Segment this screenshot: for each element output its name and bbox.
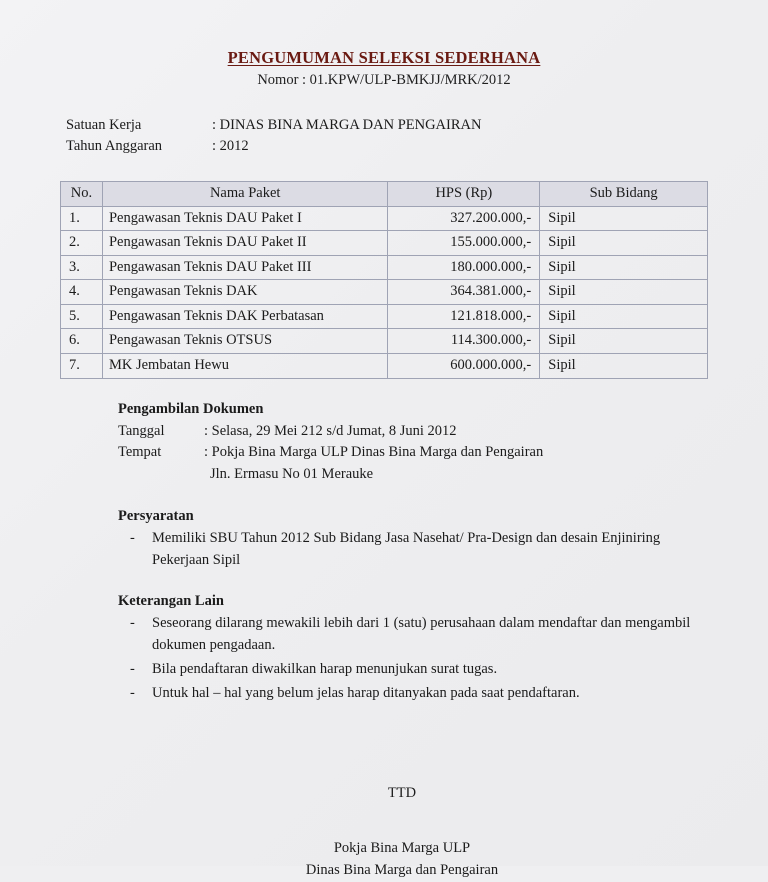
keterangan-list	[118, 613, 708, 704]
cell-hps: 180.000.000,-	[388, 255, 540, 280]
dash-bullet-icon: -	[130, 660, 135, 677]
cell-hps: 327.200.000,-	[388, 206, 540, 231]
list-item-text: Memiliki SBU Tahun 2012 Sub Bidang Jasa Nasehat/ Pra-Design dan desain Enjiniring Pekerjaan Sipil	[152, 529, 661, 568]
cell-hps: 121.818.000,-	[388, 304, 540, 329]
section-pengambilan-dokumen	[118, 401, 708, 486]
cell-name: Pengawasan Teknis DAK	[102, 280, 387, 305]
meta-label-satuan-kerja: Satuan Kerja	[66, 117, 142, 133]
value-tempat: : Pokja Bina Marga ULP Dinas Bina Marga dan Pengairan	[204, 444, 544, 461]
cell-name: Pengawasan Teknis DAU Paket II	[102, 231, 387, 256]
list-item-text: Untuk hal – hal yang belum jelas harap ditanyakan pada saat pendaftaran.	[152, 684, 580, 701]
meta-block	[66, 115, 708, 157]
cell-no: 6.	[61, 329, 103, 354]
label-tempat: Tempat	[118, 444, 162, 461]
cell-hps: 364.381.000,-	[388, 280, 540, 305]
meta-row	[66, 136, 708, 157]
list-item-text: Seseorang dilarang mewakili lebih dari 1 (satu) perusahaan dalam mendaftar dan mengambil dokumen pengadaan.	[152, 615, 691, 654]
meta-value-satuan-kerja: : DINAS BINA MARGA DAN PENGAIRAN	[212, 117, 482, 133]
table-row	[61, 304, 708, 329]
table-header-sub: Sub Bidang	[540, 182, 708, 207]
table-header-name: Nama Paket	[102, 182, 387, 207]
table-row	[61, 280, 708, 305]
list-item	[118, 613, 708, 657]
cell-sub: Sipil	[540, 353, 708, 378]
cell-sub: Sipil	[540, 206, 708, 231]
cell-hps: 600.000.000,-	[388, 353, 540, 378]
cell-name: Pengawasan Teknis DAK Perbatasan	[102, 304, 387, 329]
cell-name: Pengawasan Teknis DAU Paket I	[102, 206, 387, 231]
table-row	[61, 353, 708, 378]
dash-bullet-icon: -	[130, 684, 135, 701]
list-item	[118, 659, 708, 681]
table-row	[61, 255, 708, 280]
list-item	[118, 528, 708, 572]
cell-no: 4.	[61, 280, 103, 305]
signature-ttd: TTD	[387, 785, 417, 802]
section-keterangan-lain	[118, 593, 708, 704]
document-number: Nomor : 01.KPW/ULP-BMKJJ/MRK/2012	[257, 72, 511, 88]
cell-name: MK Jembatan Hewu	[102, 353, 387, 378]
cell-hps: 114.300.000,-	[388, 329, 540, 354]
cell-sub: Sipil	[540, 231, 708, 256]
cell-sub: Sipil	[540, 329, 708, 354]
meta-value-tahun-anggaran: : 2012	[212, 138, 249, 155]
cell-sub: Sipil	[540, 280, 708, 305]
list-item	[118, 683, 708, 705]
cell-sub: Sipil	[540, 304, 708, 329]
cell-no: 7.	[61, 353, 103, 378]
table-row	[61, 231, 708, 256]
signature-line-2: Dinas Bina Marga dan Pengairan	[305, 862, 499, 879]
section-persyaratan	[118, 508, 708, 572]
cell-hps: 155.000.000,-	[388, 231, 540, 256]
signature-line-1: Pokja Bina Marga ULP	[333, 839, 471, 856]
package-table	[60, 181, 708, 379]
cell-no: 3.	[61, 255, 103, 280]
row-tempat	[118, 442, 708, 464]
list-item-text: Bila pendaftaran diwakilkan harap menunjukan surat tugas.	[152, 660, 498, 677]
signature-block	[60, 782, 708, 881]
section-title-pengambilan: Pengambilan Dokumen	[118, 400, 264, 417]
row-tanggal	[118, 421, 708, 443]
cell-no: 5.	[61, 304, 103, 329]
table-row	[61, 206, 708, 231]
meta-label-tahun-anggaran: Tahun Anggaran	[66, 138, 163, 155]
cell-name: Pengawasan Teknis DAU Paket III	[102, 255, 387, 280]
dash-bullet-icon: -	[130, 529, 135, 546]
section-title-keterangan: Keterangan Lain	[118, 593, 224, 610]
table-row	[61, 329, 708, 354]
table-header-no: No.	[61, 182, 103, 207]
cell-no: 2.	[61, 231, 103, 256]
section-title-persyaratan: Persyaratan	[118, 507, 194, 524]
cell-no: 1.	[61, 206, 103, 231]
document-body	[60, 48, 708, 882]
package-table-wrapper	[60, 181, 708, 379]
cell-sub: Sipil	[540, 255, 708, 280]
page-title: PENGUMUMAN SELEKSI SEDERHANA	[227, 48, 541, 67]
dash-bullet-icon: -	[130, 615, 135, 632]
value-tanggal: : Selasa, 29 Mei 212 s/d Jumat, 8 Juni 2012	[204, 422, 457, 439]
persyaratan-list	[118, 528, 708, 572]
table-header-hps: HPS (Rp)	[388, 182, 540, 207]
table-header-row	[61, 182, 708, 207]
value-tempat-line2: Jln. Ermasu No 01 Merauke	[210, 466, 374, 483]
signature-org	[96, 837, 708, 882]
cell-name: Pengawasan Teknis OTSUS	[102, 329, 387, 354]
label-tanggal: Tanggal	[118, 422, 165, 439]
meta-row	[66, 115, 708, 136]
